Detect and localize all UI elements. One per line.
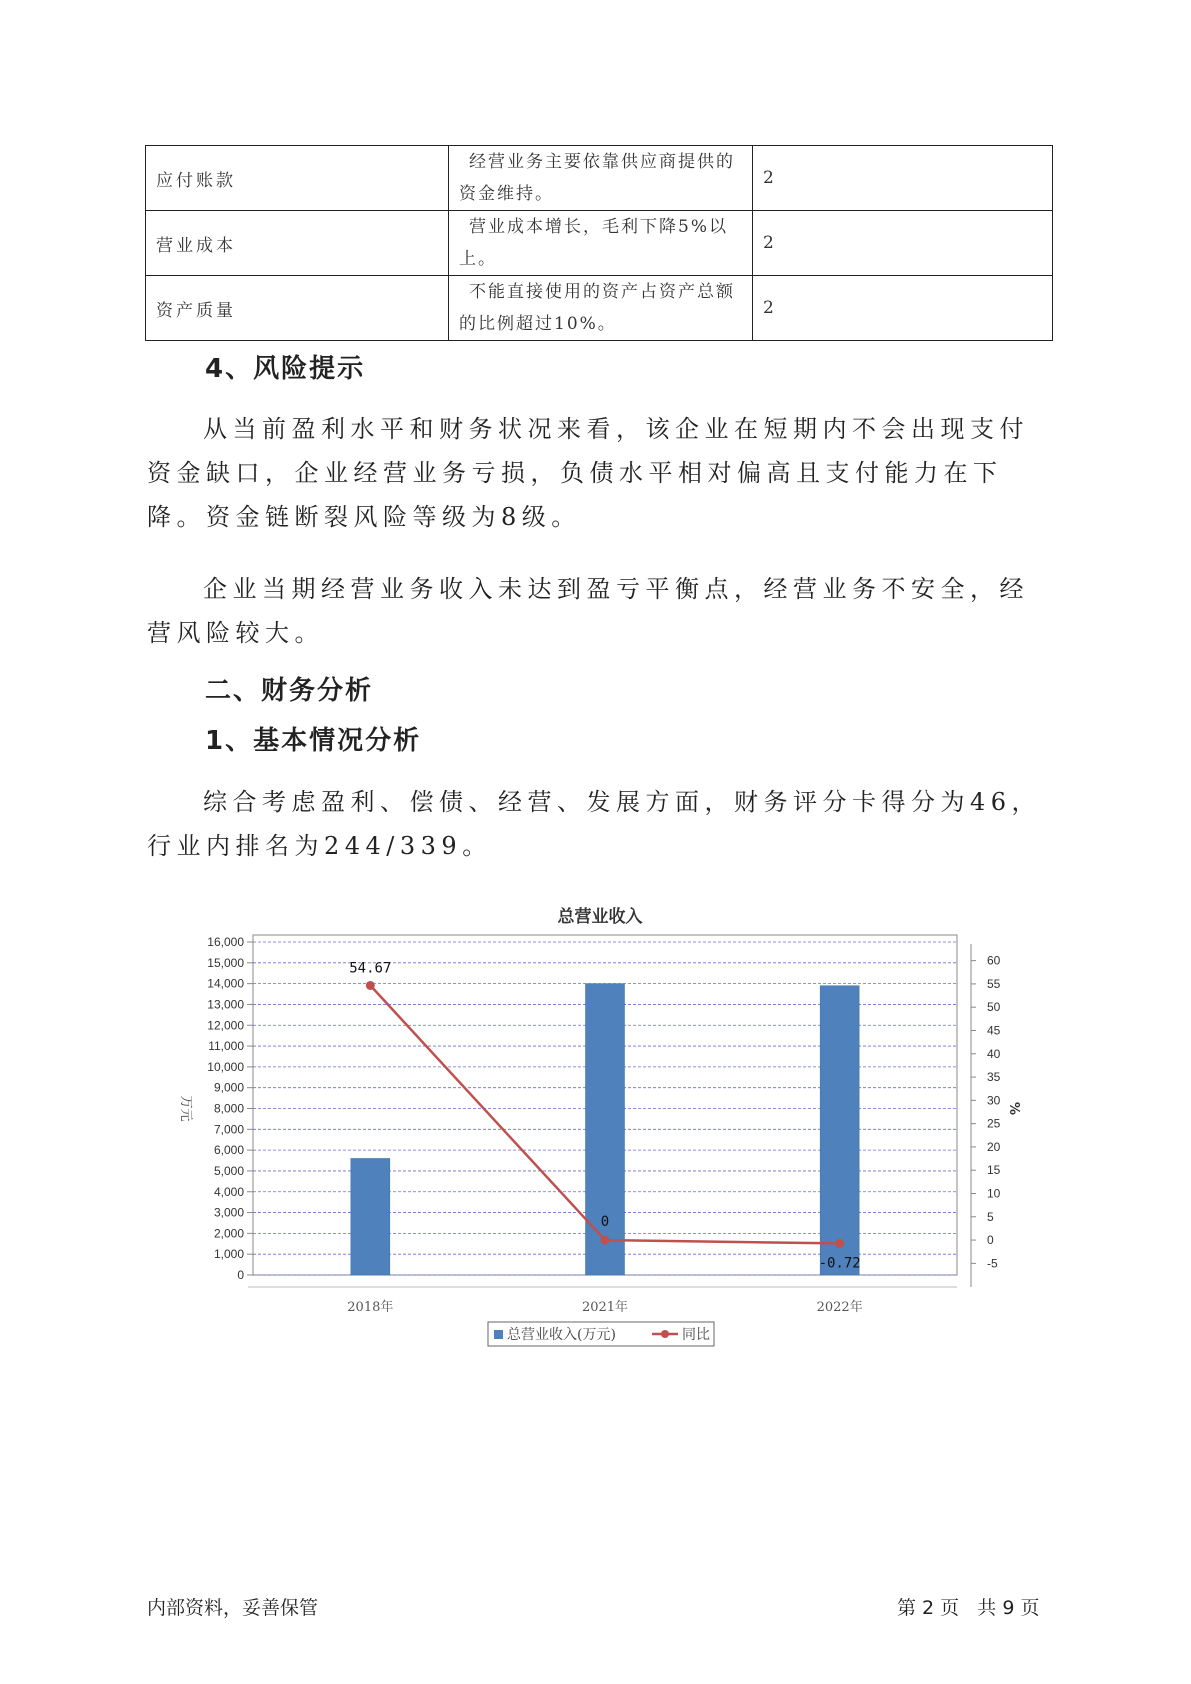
y2-tick-label: 15 [987, 1163, 1001, 1178]
y-tick-label: 14,000 [207, 976, 244, 991]
y-tick-label: 3,000 [213, 1205, 244, 1220]
y2-tick-label: 40 [987, 1046, 1001, 1061]
table-row [146, 211, 1053, 276]
y-tick-label: 2,000 [213, 1226, 244, 1241]
indicator-name: 资产质量 [146, 276, 449, 341]
y2-tick-label: -5 [987, 1256, 998, 1271]
y-tick-label: 11,000 [208, 1039, 244, 1054]
indicator-name: 营业成本 [146, 211, 449, 276]
indicator-score: 2 [753, 276, 1053, 341]
y2-tick-label: 25 [987, 1116, 1001, 1131]
y-tick-label: 9,000 [213, 1080, 244, 1095]
y-tick-label: 10,000 [207, 1059, 244, 1074]
y2-tick-label: 5 [987, 1209, 994, 1224]
legend-label-line: 同比 [682, 1327, 710, 1343]
y2-tick-label: 10 [987, 1186, 1001, 1201]
y2-tick-label: 0 [987, 1233, 994, 1248]
chart-title: 总营业收入 [557, 907, 643, 927]
data-label: 0 [600, 1214, 610, 1231]
y-tick-label: 1,000 [213, 1247, 244, 1262]
y2-tick-label: 45 [987, 1023, 1001, 1038]
indicator-description: 不能直接使用的资产占资产总额的比例超过10%。 [449, 276, 753, 341]
y-tick-label: 13,000 [207, 997, 244, 1012]
y-tick-label: 12,000 [207, 1018, 244, 1033]
y2-tick-label: 35 [987, 1070, 1001, 1085]
y-tick-label: 8,000 [213, 1101, 244, 1116]
footer-confidential: 内部资料，妥善保管 [147, 1597, 319, 1619]
y2-tick-label: 30 [987, 1093, 1001, 1108]
indicator-name: 应付账款 [146, 146, 449, 211]
y2-tick-label: 20 [987, 1139, 1001, 1154]
bar [351, 1158, 390, 1275]
basic-analysis-paragraph: 综合考虑盈利、偿债、经营、发展方面，财务评分卡得分为46，行业内排名为244/339。 [147, 788, 1042, 860]
yoy-point [366, 981, 375, 990]
risk-heading: 4、风险提示 [205, 354, 366, 384]
indicator-score: 2 [753, 146, 1053, 211]
data-label: -0.72 [818, 1255, 861, 1272]
basic-analysis-heading: 1、基本情况分析 [205, 726, 422, 756]
legend-swatch-point [661, 1330, 669, 1338]
bar [586, 984, 625, 1275]
data-label: 54.67 [349, 960, 392, 977]
y2-tick-label: 50 [987, 1000, 1001, 1015]
bar [820, 986, 859, 1275]
legend-swatch-bar [494, 1330, 503, 1339]
yoy-point [835, 1239, 844, 1248]
finance-heading: 二、财务分析 [205, 676, 374, 706]
risk-paragraph-1: 从当前盈利水平和财务状况来看，该企业在短期内不会出现支付资金缺口，企业经营业务亏损，负债水平相对偏高且支付能力在下降。资金链断裂风险等级为8级。 [147, 415, 1029, 531]
risk-paragraph-2: 企业当期经营业务收入未达到盈亏平衡点，经营业务不安全，经营风险较大。 [147, 575, 1029, 647]
x-tick-label: 2018年 [347, 1300, 394, 1315]
legend-label-bar: 总营业收入(万元) [507, 1327, 616, 1343]
y-tick-label: 0 [237, 1268, 244, 1282]
x-tick-label: 2022年 [816, 1300, 863, 1315]
y2-axis-title: % [1006, 1101, 1021, 1116]
indicator-description: 经营业务主要依靠供应商提供的资金维持。 [449, 146, 753, 211]
indicator-table [145, 145, 1053, 341]
y2-tick-label: 60 [987, 953, 1001, 968]
y-axis-title: 万元 [178, 1095, 193, 1122]
y-tick-label: 6,000 [213, 1143, 244, 1158]
chart-svg [170, 890, 1030, 1360]
revenue-chart [170, 890, 1030, 1360]
table-row [146, 276, 1053, 341]
y2-tick-label: 55 [987, 976, 1001, 991]
footer-page-number: 第 2 页 共 9 页 [897, 1597, 1040, 1619]
y-tick-label: 5,000 [213, 1163, 244, 1178]
y-tick-label: 15,000 [207, 955, 244, 970]
indicator-description: 营业成本增长，毛利下降5%以上。 [449, 211, 753, 276]
y-tick-label: 4,000 [213, 1184, 244, 1199]
x-tick-label: 2021年 [581, 1300, 629, 1315]
y-tick-label: 7,000 [213, 1122, 244, 1137]
y-tick-label: 16,000 [207, 935, 244, 949]
table-row [146, 146, 1053, 211]
indicator-score: 2 [753, 211, 1053, 276]
yoy-point [601, 1236, 610, 1245]
